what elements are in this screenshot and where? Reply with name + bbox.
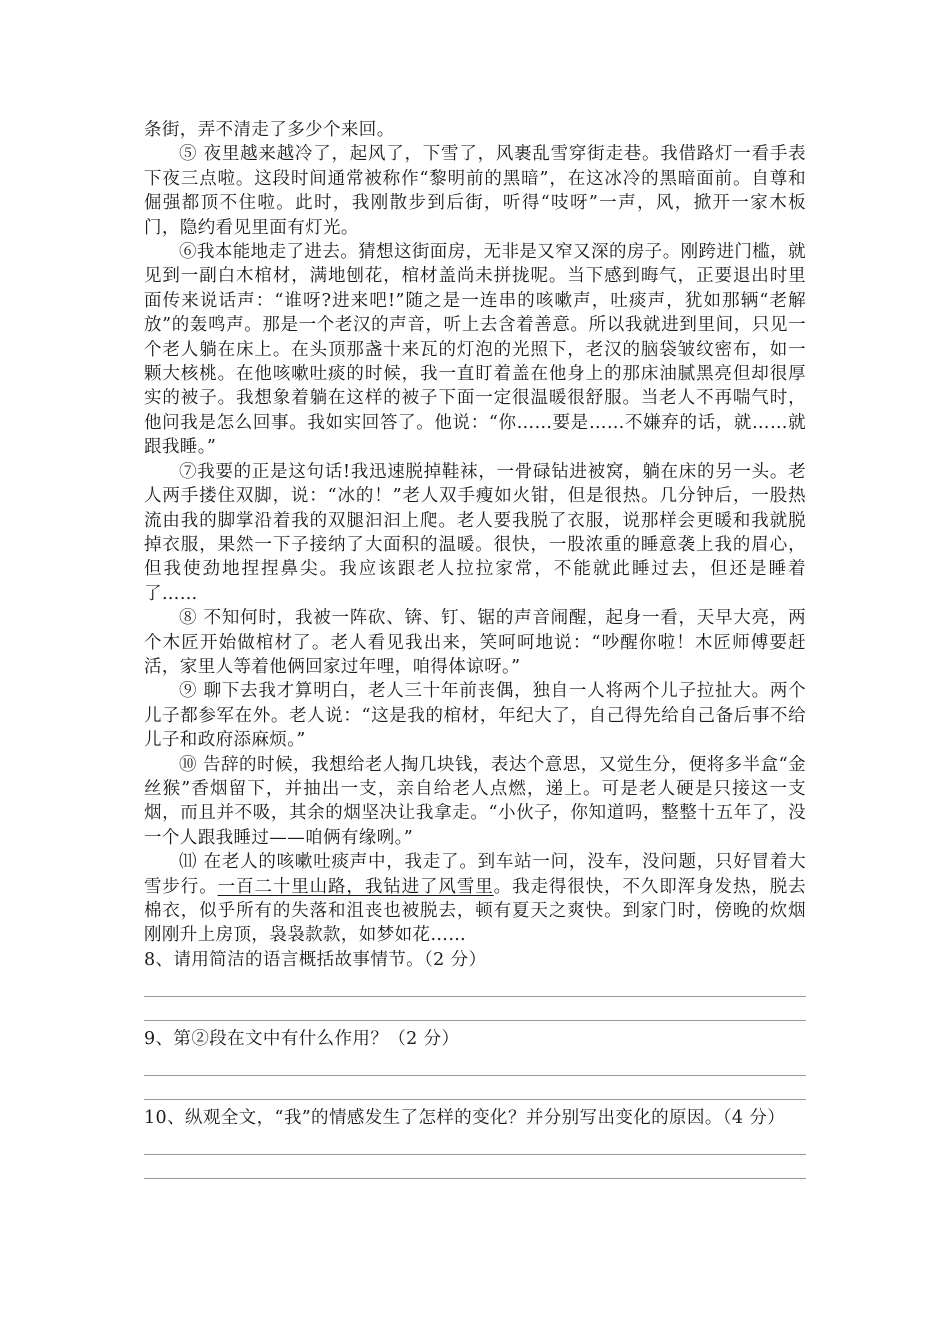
paragraph-11-underlined-sentence: 一百二十里山路，我钻进了风雪里 xyxy=(217,876,494,897)
question-8-block xyxy=(144,948,806,1021)
paragraph-9: ⑨ 聊下去我才算明白，老人三十年前丧偶，独自一人将两个儿子拉扯大。两个儿子都参军在外。老人说：“这是我的棺材，年纪大了，自己得先给自己备后事不给儿子和政府添麻烦。” xyxy=(144,681,806,751)
paragraph-4-ending: 条街，弄不清走了多少个来回。 xyxy=(144,120,395,140)
answer-line[interactable] xyxy=(144,1076,806,1100)
paragraph-5: ⑤ 夜里越来越冷了，起风了，下雪了，风裹乱雪穿街走巷。我借路灯一看手表下夜三点啦。这段时间通常被称作“黎明前的黑暗”，在这冰冷的黑暗面前。自尊和倔强都顶不住啦。此时，我刚散步到后街，听得“吱呀”一声，风，掀开一家木板门，隐约看见里面有灯光。 xyxy=(144,144,806,238)
question-9-block xyxy=(144,1027,806,1100)
question-9: 9、第②段在文中有什么作用？（2 分） xyxy=(144,1029,460,1049)
answer-line[interactable] xyxy=(144,1131,806,1155)
answer-line[interactable] xyxy=(144,1155,806,1179)
reading-passage xyxy=(144,118,806,1179)
paragraph-7: ⑦我要的正是这句话!我迅速脱掉鞋袜，一骨碌钻进被窝，躺在床的另一头。老人两手搂住双脚，说：“冰的！”老人双手瘦如火钳，但是很热。几分钟后，一股热流由我的脚掌沿着我的双腿汩汩上爬。老人要我脱了衣服，说那样会更暖和我就脱掉衣服，果然一下子接纳了大面积的温暖。很快，一股浓重的睡意袭上我的眉心，但我使劲地捏捏鼻尖。我应该跟老人拉拉家常，不能就此睡过去，但还是睡着了…… xyxy=(144,461,806,604)
paragraph-11-part-b: 。我走得很快，不久即浑身发热，脱去棉衣，似乎所有的失落和沮丧也被脱去，顿有夏天之爽快。到家门时，傍晚的炊烟刚刚升上房顶，袅袅款款，如梦如花…… xyxy=(144,876,806,946)
paragraph-10: ⑩ 告辞的时候，我想给老人掏几块钱，表达个意思，又觉生分，便将多半盒“金丝猴”香烟留下，并抽出一支，亲自给老人点燃，递上。可是老人硬是只接这一支烟，而且并不吸，其余的烟坚决让我拿走。“小伙子，你知道吗，整整十五年了，没一个人跟我睡过——咱俩有缘咧。” xyxy=(144,754,806,848)
question-10: 10、纵观全文，“我”的情感发生了怎样的变化？并分别写出变化的原因。（4 分） xyxy=(144,1108,786,1129)
answer-line[interactable] xyxy=(144,997,806,1021)
paragraph-6: ⑥我本能地走了进去。猜想这街面房，无非是又窄又深的房子。刚跨进门槛，就见到一副白木棺材，满地刨花，棺材盖尚未拼拢呢。当下感到晦气，正要退出时里面传来说话声：“谁呀?进来吧!”随之是一连串的咳嗽声，吐痰声，犹如那辆“老解放”的轰鸣声。那是一个老汉的声音，听上去含着善意。所以我就进到里间，只见一个老人躺在床上。在头顶那盏十来瓦的灯泡的光照下，老汉的脑袋皱纹密布，如一颗大核桃。在他咳嗽吐痰的时候，我一直盯着盖在他身上的那床油腻黑亮但却很厚实的被子。我想象着躺在这样的被子下面一定很温暖很舒服。当老人不再喘气时，他问我是怎么回事。我如实回答了。他说：“你……要是……不嫌弃的话，就……就跟我睡。” xyxy=(144,242,806,458)
paragraph-8: ⑧ 不知何时，我被一阵砍、锛、钉、锯的声音闹醒，起身一看，天早大亮，两个木匠开始做棺材了。老人看见我出来，笑呵呵地说：“吵醒你啦！木匠师傅要赶活，家里人等着他俩回家过年哩，咱得体谅呀。” xyxy=(144,608,806,677)
paragraph-11 xyxy=(144,850,806,948)
answer-line[interactable] xyxy=(144,1051,806,1075)
question-10-block xyxy=(144,1106,806,1179)
question-8: 8、请用简洁的语言概括故事情节。（2 分） xyxy=(144,949,487,970)
paragraph-11-part-a: ⑾ 在老人的咳嗽吐痰声中，我走了。到车站一问，没车，没问题，只好冒着大雪步行。 xyxy=(144,852,806,897)
answer-line[interactable] xyxy=(144,972,806,996)
